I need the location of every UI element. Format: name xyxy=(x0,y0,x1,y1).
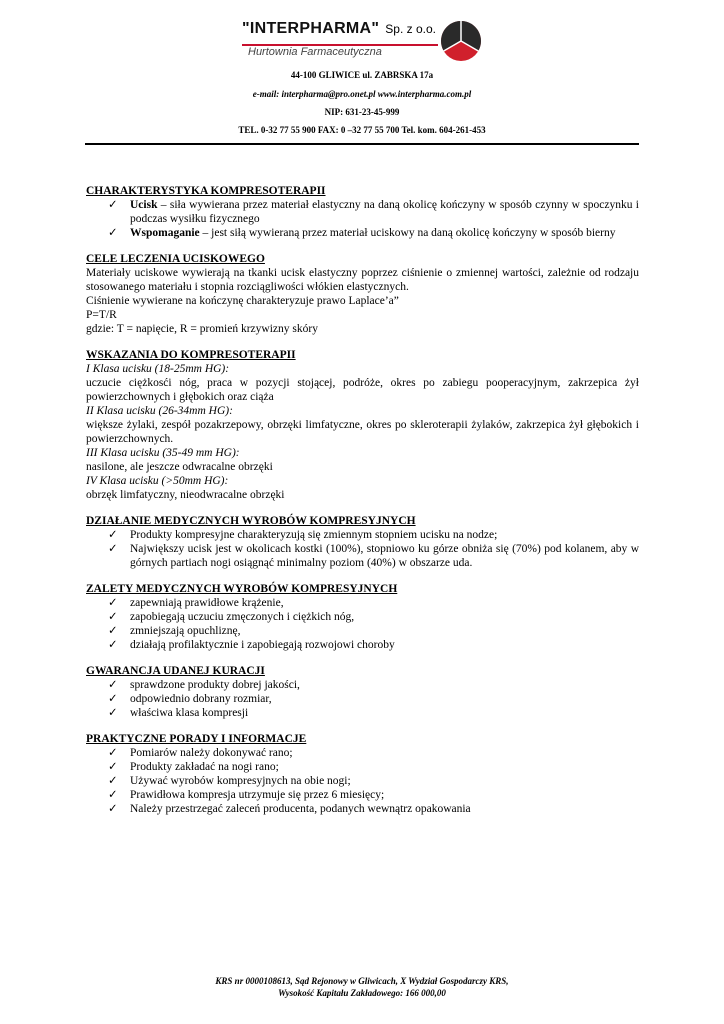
list-item-text: odpowiednio dobrany rozmiar, xyxy=(130,693,272,705)
list-item-text: działają profilaktycznie i zapobiegają rozwojowi choroby xyxy=(130,639,395,651)
paragraph: nasilone, ale jeszcze odwracalne obrzęki xyxy=(86,461,273,473)
term: Ucisk xyxy=(130,199,158,211)
section-title: GWARANCJA UDANEJ KURACJI xyxy=(86,665,265,677)
paragraph: gdzie: T = napięcie, R = promień krzywizny skóry xyxy=(86,323,318,335)
list-item xyxy=(86,678,639,692)
section-title: ZALETY MEDYCZNYCH WYROBÓW KOMPRESYJNYCH xyxy=(86,583,398,595)
check-icon: ✓ xyxy=(108,529,118,541)
check-icon: ✓ xyxy=(108,761,118,773)
registry-footer xyxy=(0,975,724,999)
list-item xyxy=(86,706,639,720)
list-item xyxy=(86,542,639,570)
list-item-text: właściwa klasa kompresji xyxy=(130,707,249,719)
company-nip: NIP: 631-23-45-999 xyxy=(324,107,400,117)
footer-line: KRS nr 0000108613, Sąd Rejonowy w Gliwicach, X Wydział Gospodarczy KRS, xyxy=(215,976,509,986)
section-wskazania xyxy=(86,348,639,502)
check-icon: ✓ xyxy=(108,625,118,637)
section-title: PRAKTYCZNE PORADY I INFORMACJE xyxy=(86,733,307,745)
company-address: 44-100 GLIWICE ul. ZABRSKA 17a xyxy=(290,70,434,80)
class-label: III Klasa ucisku (35-49 mm HG): xyxy=(86,447,240,459)
check-icon: ✓ xyxy=(108,227,118,239)
check-icon: ✓ xyxy=(108,789,118,801)
list-item-text: Produkty kompresyjne charakteryzują się zmiennym stopniem ucisku na nodze; xyxy=(130,529,498,541)
list-item xyxy=(86,596,639,610)
check-list xyxy=(86,678,639,720)
paragraph: Ciśnienie wywierane na kończynę charakteryzuje prawo Laplace’a” xyxy=(86,295,399,307)
brand-suffix: Sp. z o.o. xyxy=(385,22,436,36)
paragraph: uczucie ciężkosći nóg, praca w pozycji stojącej, podróże, okres po zabiegu pooperacyjnym, zakrzepica żył powierzchownych i głębokich oraz ciąża xyxy=(86,377,639,403)
brand-subtitle: Hurtownia Farmaceutyczna xyxy=(248,46,382,58)
list-item-text: Prawidłowa kompresja utrzymuje się przez 6 miesięcy; xyxy=(130,789,385,801)
check-icon: ✓ xyxy=(108,597,118,609)
class-label: II Klasa ucisku (26-34mm HG): xyxy=(86,405,233,417)
list-item-text: Pomiarów należy dokonywać rano; xyxy=(130,747,293,759)
section-porady xyxy=(86,732,639,816)
check-icon: ✓ xyxy=(108,611,118,623)
check-list xyxy=(86,596,639,652)
section-title: WSKAZANIA DO KOMPRESOTERAPII xyxy=(86,349,296,361)
section-title: CHARAKTERYSTYKA KOMPRESOTERAPII xyxy=(86,185,326,197)
list-item-text: zapobiegają uczuciu zmęczonych i ciężkich nóg, xyxy=(130,611,355,623)
company-email-web: e-mail: interpharma@pro.onet.pl www.interpharma.com.pl xyxy=(252,89,472,99)
list-item-text: Należy przestrzegać zaleceń producenta, podanych wewnątrz opakowania xyxy=(130,803,471,815)
check-icon: ✓ xyxy=(108,199,118,211)
check-icon: ✓ xyxy=(108,543,118,555)
list-item xyxy=(86,528,639,542)
list-item-text: Największy ucisk jest w okolicach kostki (100%), stopniowo ku górze obniża się (70%) pod kolanem, aby w górnych partiach nogi osiągnąć minimalny poziom (40%) w obszarze uda. xyxy=(130,543,639,569)
document-body xyxy=(86,184,639,828)
section-charakterystyka xyxy=(86,184,639,240)
term: Wspomaganie xyxy=(130,227,200,239)
list-item-text: Produkty zakładać na nogi rano; xyxy=(130,761,279,773)
company-phones: TEL. 0-32 77 55 900 FAX: 0 –32 77 55 700 Tel. kom. 604-261-453 xyxy=(238,125,486,135)
paragraph: Materiały uciskowe wywierają na tkanki ucisk elastyczny poprzez ciśnienie o zmiennej wartości, zależnie od rodzaju stosowanego materiału i stopnia rozciągliwości włókien elastycznych. xyxy=(86,267,639,293)
class-label: I Klasa ucisku (18-25mm HG): xyxy=(86,363,230,375)
check-list xyxy=(86,198,639,240)
list-item-text: zmniejszają opuchliznę, xyxy=(130,625,241,637)
list-item xyxy=(86,788,639,802)
check-list xyxy=(86,746,639,816)
header-divider xyxy=(85,143,639,145)
list-item xyxy=(86,226,639,240)
check-icon: ✓ xyxy=(108,707,118,719)
list-item xyxy=(86,198,639,226)
brand-name: "INTERPHARMA" xyxy=(242,20,380,37)
check-icon: ✓ xyxy=(108,693,118,705)
list-item xyxy=(86,692,639,706)
definition: – siła wywierana przez materiał elastyczny na daną okolicę kończyny w sposób czynny w spoczynku i podczas wysiłku fizycznego xyxy=(130,199,639,225)
class-label: IV Klasa ucisku (>50mm HG): xyxy=(86,475,229,487)
section-dzialanie xyxy=(86,514,639,570)
list-item xyxy=(86,774,639,788)
list-item-text: sprawdzone produkty dobrej jakości, xyxy=(130,679,300,691)
definition: – jest siłą wywieraną przez materiał uciskowy na daną okolicę kończyny w sposób bierny xyxy=(199,227,616,239)
section-gwarancja xyxy=(86,664,639,720)
company-logo-icon xyxy=(440,20,482,62)
section-title: CELE LECZENIA UCISKOWEGO xyxy=(86,253,265,265)
list-item xyxy=(86,624,639,638)
check-icon: ✓ xyxy=(108,803,118,815)
list-item xyxy=(86,638,639,652)
list-item xyxy=(86,760,639,774)
formula: P=T/R xyxy=(86,309,117,321)
letterhead xyxy=(0,0,724,150)
footer-line: Wysokość Kapitału Zakładowego: 166 000,00 xyxy=(278,988,446,998)
check-icon: ✓ xyxy=(108,775,118,787)
check-list xyxy=(86,528,639,570)
brand-block xyxy=(242,20,442,58)
section-cele xyxy=(86,252,639,336)
section-zalety xyxy=(86,582,639,652)
check-icon: ✓ xyxy=(108,747,118,759)
list-item xyxy=(86,746,639,760)
paragraph: obrzęk limfatyczny, nieodwracalne obrzęki xyxy=(86,489,285,501)
list-item-text: Używać wyrobów kompresyjnych na obie nogi; xyxy=(130,775,351,787)
section-title: DZIAŁANIE MEDYCZNYCH WYROBÓW KOMPRESYJNYCH xyxy=(86,515,416,527)
list-item xyxy=(86,610,639,624)
paragraph: większe żylaki, zespół pozakrzepowy, obrzęki limfatyczne, okres po skleroterapii żylaków, zakrzepica żył głębokich i powierzchownych. xyxy=(86,419,639,445)
check-icon: ✓ xyxy=(108,639,118,651)
check-icon: ✓ xyxy=(108,679,118,691)
list-item-text: zapewniają prawidłowe krążenie, xyxy=(130,597,284,609)
list-item xyxy=(86,802,639,816)
